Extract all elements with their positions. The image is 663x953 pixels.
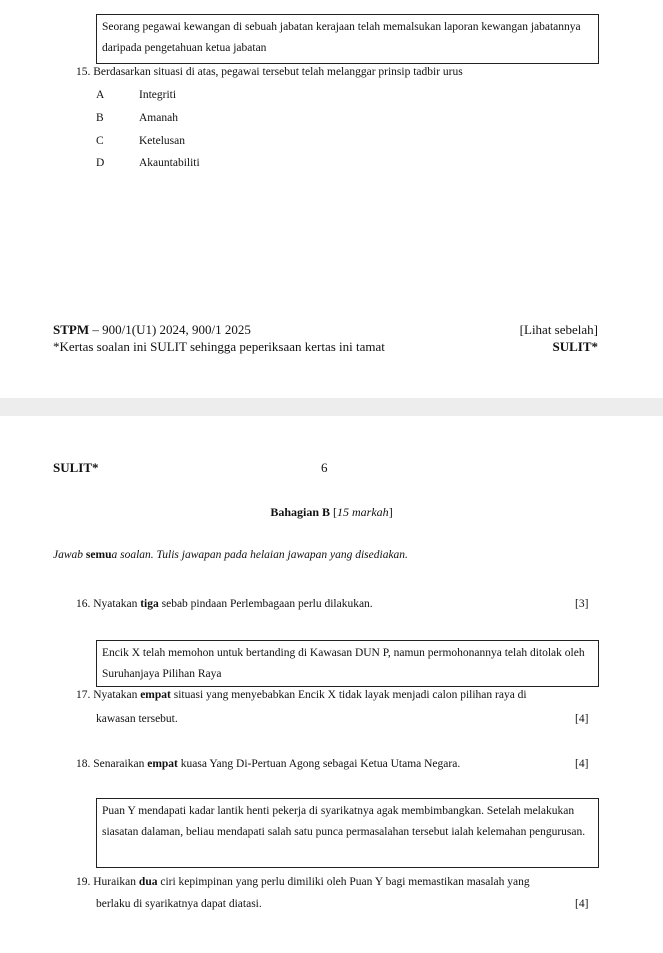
question-18 — [76, 756, 556, 772]
scenario-box-q17 — [96, 640, 599, 687]
question-19-line2 — [96, 896, 496, 912]
question-18-number: 18. — [76, 758, 91, 770]
scenario-text-q15: Seorang pegawai kewangan di sebuah jabatan kerajaan telah memalsukan laporan kewangan jabatannya daripada pengetahuan ketua jabatan — [102, 21, 581, 54]
exam-page-6 — [0, 416, 663, 953]
footer-note — [53, 339, 385, 355]
section-title-text: Bahagian B — [270, 505, 331, 519]
scenario-text-q19: Puan Y mendapati kadar lantik henti pekerja di syarikatnya agak membimbangkan. Setelah melakukan siasatan dalaman, beliau mendapati salah satu punca permasalahan tersebut ialah kelemahan pengurusan. — [102, 805, 586, 838]
page-separator — [0, 398, 663, 416]
question-17-line2-text: kawasan tersebut. — [96, 713, 178, 725]
option-c-text: Ketelusan — [139, 135, 185, 147]
question-18-text-after: kuasa Yang Di-Pertuan Agong sebagai Ketua Utama Negara. — [177, 758, 461, 770]
option-a — [96, 87, 296, 103]
scenario-text-q17: Encik X telah memohon untuk bertanding di Kawasan DUN P, namun permohonannya telah ditolak oleh Suruhanjaya Pilihan Raya — [102, 647, 585, 680]
question-17-marks — [575, 711, 588, 727]
question-18-bold: empat — [147, 758, 178, 770]
question-16-text-before: Nyatakan — [93, 598, 141, 610]
question-16-bold: tiga — [140, 598, 159, 610]
option-a-letter: A — [96, 89, 105, 101]
question-17-marks-text: [4] — [575, 713, 589, 725]
footer-see-next-text: [Lihat sebelah] — [519, 322, 598, 337]
footer-paper-code — [53, 322, 251, 338]
footer-code-rest: – 900/1(U1) 2024, 900/1 2025 — [89, 322, 251, 337]
section-title: Bahagian B [15 markah] — [270, 505, 393, 519]
question-18-marks-text: [4] — [575, 758, 589, 770]
question-15-text: Berdasarkan situasi di atas, pegawai tersebut telah melanggar prinsip tadbir urus — [93, 66, 463, 78]
footer-note-text: *Kertas soalan ini SULIT sehingga peperiksaan kertas ini tamat — [53, 339, 385, 354]
question-19-marks — [575, 896, 588, 912]
question-17-text-after: situasi yang menyebabkan Encik X tidak layak menjadi calon pilihan raya di — [170, 689, 527, 701]
instruction-part1: Jawab — [53, 549, 86, 561]
option-b — [96, 110, 296, 126]
question-18-marks — [575, 756, 588, 772]
footer-sulit — [552, 339, 598, 355]
instruction-bold: semu — [85, 549, 112, 561]
page-number-text: 6 — [321, 460, 328, 475]
question-16 — [76, 596, 546, 612]
option-c — [96, 133, 296, 149]
option-b-letter: B — [96, 112, 104, 124]
footer-sulit-text: SULIT* — [552, 339, 598, 354]
section-marks: 15 markah — [337, 505, 389, 519]
question-16-text-after: sebab pindaan Perlembagaan perlu dilakukan. — [158, 598, 373, 610]
option-c-letter: C — [96, 135, 104, 147]
page-number — [321, 460, 328, 476]
section-instruction — [53, 547, 613, 563]
header-sulit-text: SULIT* — [53, 460, 99, 475]
option-a-text: Integriti — [139, 89, 177, 101]
option-d-letter: D — [96, 157, 105, 169]
question-19-line2-text: berlaku di syarikatnya dapat diatasi. — [96, 898, 262, 910]
option-d-text: Akauntabiliti — [139, 157, 200, 169]
option-b-text: Amanah — [139, 112, 178, 124]
footer-see-next — [520, 322, 598, 338]
question-17-bold: empat — [140, 689, 171, 701]
exam-page-5 — [0, 0, 663, 398]
question-17-text-before: Nyatakan — [93, 689, 141, 701]
scenario-box-q15 — [96, 14, 599, 64]
scenario-box-q19 — [96, 798, 599, 868]
question-19-number: 19. — [76, 876, 91, 888]
footer-code-bold: STPM — [53, 322, 90, 337]
question-18-text-before: Senaraikan — [93, 758, 148, 770]
question-17-number: 17. — [76, 689, 91, 701]
question-19-bold: dua — [138, 876, 158, 888]
question-17 — [76, 687, 616, 703]
question-19-text-after: ciri kepimpinan yang perlu dimiliki oleh Puan Y bagi memastikan masalah yang — [157, 876, 530, 888]
question-16-marks-text: [3] — [575, 598, 589, 610]
question-19-marks-text: [4] — [575, 898, 589, 910]
question-19-text-before: Huraikan — [93, 876, 139, 888]
question-16-marks — [575, 596, 588, 612]
question-16-number: 16. — [76, 598, 91, 610]
question-15 — [76, 64, 616, 80]
option-d — [96, 155, 296, 171]
instruction-part2: a soalan. Tulis jawapan pada helaian jawapan yang disediakan. — [111, 549, 408, 561]
question-19 — [76, 874, 616, 890]
header-sulit — [53, 460, 99, 476]
question-15-number: 15. — [76, 66, 91, 78]
question-17-line2 — [96, 711, 396, 727]
